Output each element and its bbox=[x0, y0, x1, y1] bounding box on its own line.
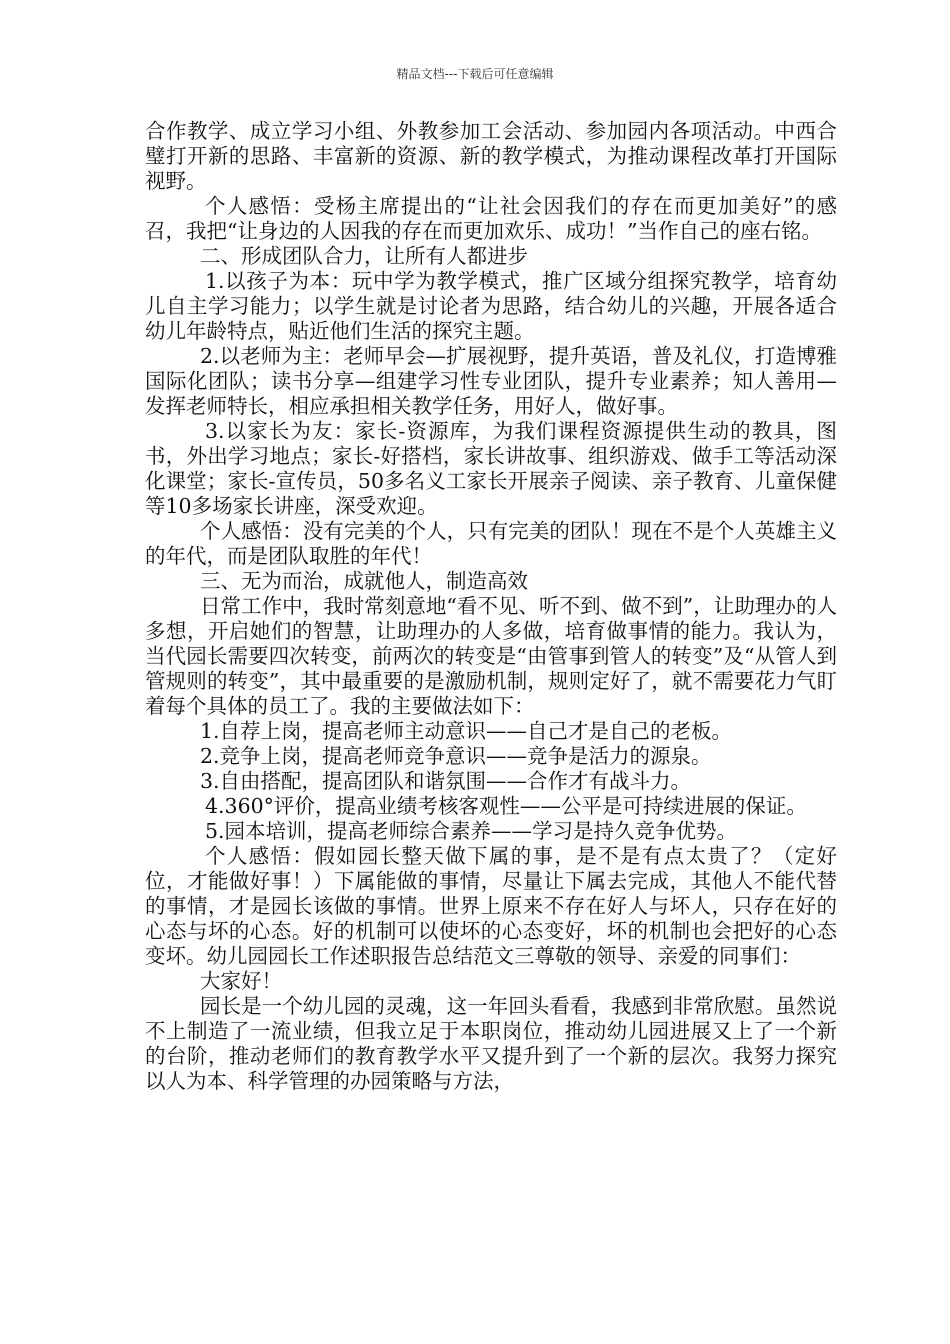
paragraph: 日常工作中，我时常刻意地“看不见、听不到、做不到”，让助理办的人多想，开启她们的智慧，让助理办的人多做，培育做事情的能力。我认为，当代园长需要四次转变，前两次的转变是“由管事到管人的转变”及“从管人到管规则的转变”，其中最重要的是激励机制，规则定好了，就不需要花力气盯着每个具体的员工了。我的主要做法如下： bbox=[145, 594, 837, 718]
page-header: 精品文档---下载后可任意编辑 bbox=[396, 67, 554, 81]
paragraph: 3.以家长为友：家长-资源库，为我们课程资源提供生动的教具，图书，外出学习地点；家长-好搭档，家长讲故事、组织游戏、做手工等活动深化课堂；家长-宣传员，50多名义工家长开展亲子阅读、亲子教育、儿童保健等10多场家长讲座，深受欢迎。 bbox=[145, 419, 837, 518]
list-item: 2.竞争上岗，提高老师竞争意识——竞争是活力的源泉。 bbox=[200, 744, 712, 768]
paragraph: 1.以孩子为本：玩中学为教学模式，推广区域分组探究教学，培育幼儿自主学习能力；以学生就是讨论者为思路，结合幼儿的兴趣，开展各适合幼儿年龄特点，贴近他们生活的探究主题。 bbox=[145, 269, 837, 343]
section-heading: 二、形成团队合力，让所有人都进步 bbox=[200, 244, 528, 268]
paragraph: 园长是一个幼儿园的灵魂，这一年回头看看，我感到非常欣慰。虽然说不上制造了一流业绩，但我立足于本职岗位，推动幼儿园进展又上了一个新的台阶，推动老师们的教育教学水平又提升到了一个新的层次。我努力探究以人为本、科学管理的办园策略与方法， bbox=[145, 994, 837, 1093]
paragraph: 合作教学、成立学习小组、外教参加工会活动、参加园内各项活动。中西合璧打开新的思路、丰富新的资源、新的教学模式，为推动课程改革打开国际视野。 bbox=[145, 119, 837, 193]
list-item: 5.园本培训，提高老师综合素养——学习是持久竞争优势。 bbox=[205, 819, 738, 843]
paragraph: 个人感悟：假如园长整天做下属的事，是不是有点太贵了？（定好位，才能做好事！）下属能做的事情，尽量让下属去完成，其他人不能代替的事情，才是园长该做的事情。世界上原来不存在好人与坏人，只存在好的心态与坏的心态。好的机制可以使坏的心态变好，坏的机制也会把好的心态变坏。幼儿园园长工作述职报告总结范文三尊敬的领导、亲爱的同事们： bbox=[145, 844, 837, 968]
list-item: 4.360°评价，提高业绩考核客观性——公平是可持续进展的保证。 bbox=[205, 794, 807, 818]
list-item: 1.自荐上岗，提高老师主动意识——自己才是自己的老板。 bbox=[200, 719, 733, 743]
section-heading: 三、无为而治，成就他人，制造高效 bbox=[200, 569, 528, 593]
paragraph: 2.以老师为主：老师早会—扩展视野，提升英语，普及礼仪，打造博雅国际化团队；读书分享—组建学习性专业团队，提升专业素养；知人善用—发挥老师特长，相应承担相关教学任务，用好人，做好事。 bbox=[145, 344, 837, 418]
list-item: 3.自由搭配，提高团队和谐氛围——合作才有战斗力。 bbox=[200, 769, 692, 793]
greeting: 大家好！ bbox=[200, 969, 282, 993]
paragraph: 个人感悟：受杨主席提出的“让社会因我们的存在而更加美好”的感召，我把“让身边的人因我的存在而更加欢乐、成功！”当作自己的座右铭。 bbox=[145, 194, 837, 243]
paragraph: 个人感悟：没有完美的个人，只有完美的团队！现在不是个人英雄主义的年代，而是团队取胜的年代！ bbox=[145, 519, 837, 568]
document-body bbox=[145, 119, 837, 1094]
